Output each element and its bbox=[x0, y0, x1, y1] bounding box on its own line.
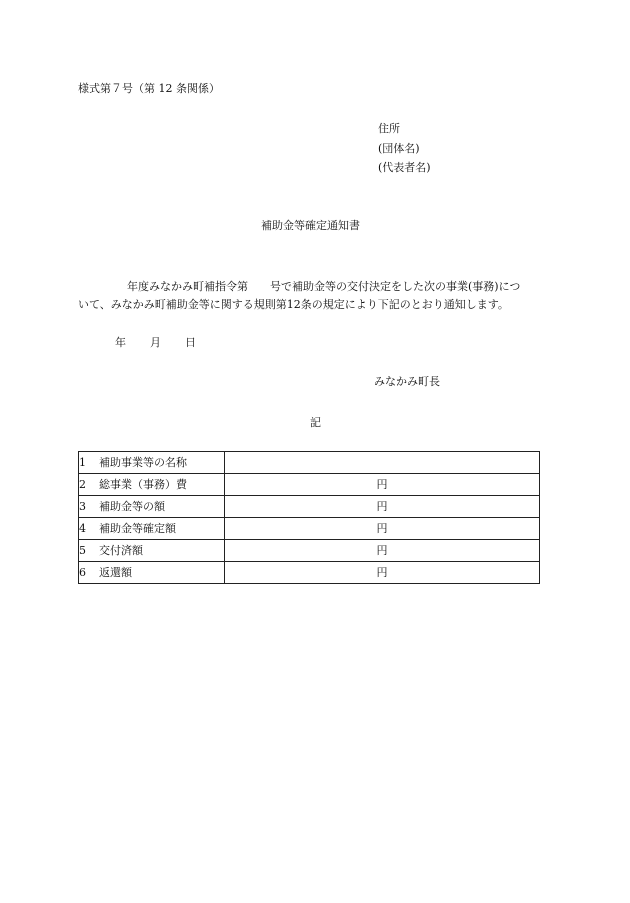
row-number: 4 bbox=[79, 521, 86, 535]
row-label-cell bbox=[79, 474, 225, 496]
row-label-cell bbox=[79, 540, 225, 562]
row-label: 総事業（事務）費 bbox=[99, 477, 187, 491]
table-row bbox=[79, 474, 540, 496]
ki-heading: 記 bbox=[310, 416, 321, 429]
table-row bbox=[79, 540, 540, 562]
row-label: 返還額 bbox=[99, 565, 132, 579]
row-number: 3 bbox=[79, 499, 86, 513]
row-label: 補助金等の額 bbox=[99, 499, 165, 513]
form-number: 様式第７号（第 12 条関係） bbox=[78, 82, 220, 95]
row-value: 円 bbox=[225, 496, 540, 518]
row-label: 補助金等確定額 bbox=[99, 521, 176, 535]
row-label-cell bbox=[79, 562, 225, 584]
row-label: 補助事業等の名称 bbox=[99, 455, 187, 469]
row-number: 6 bbox=[79, 565, 86, 579]
row-value: 円 bbox=[225, 562, 540, 584]
row-value bbox=[225, 452, 540, 474]
organization-label: (団体名) bbox=[378, 142, 420, 155]
row-label-cell bbox=[79, 496, 225, 518]
row-value: 円 bbox=[225, 474, 540, 496]
date-month: 月 bbox=[150, 336, 161, 349]
table-row bbox=[79, 518, 540, 540]
row-number: 1 bbox=[79, 455, 86, 469]
row-label-cell bbox=[79, 518, 225, 540]
row-number: 5 bbox=[79, 543, 86, 557]
body-line-1: 年度みなかみ町補指令第 号で補助金等の交付決定をした次の事業(事務)につ bbox=[127, 280, 521, 293]
row-value: 円 bbox=[225, 540, 540, 562]
address-label: 住所 bbox=[378, 122, 400, 135]
table-row bbox=[79, 496, 540, 518]
body-line-2: いて、みなかみ町補助金等に関する規則第12条の規定により下記のとおり通知します。 bbox=[78, 298, 509, 311]
row-number: 2 bbox=[79, 477, 86, 491]
date-year: 年 bbox=[115, 336, 126, 349]
row-label: 交付済額 bbox=[99, 543, 143, 557]
row-value: 円 bbox=[225, 518, 540, 540]
table-row bbox=[79, 452, 540, 474]
issuer-name: みなかみ町長 bbox=[374, 375, 440, 388]
details-table bbox=[78, 451, 540, 584]
representative-label: (代表者名) bbox=[378, 161, 431, 174]
row-label-cell bbox=[79, 452, 225, 474]
document-title: 補助金等確定通知書 bbox=[261, 219, 360, 232]
table-row bbox=[79, 562, 540, 584]
date-day: 日 bbox=[185, 336, 196, 349]
